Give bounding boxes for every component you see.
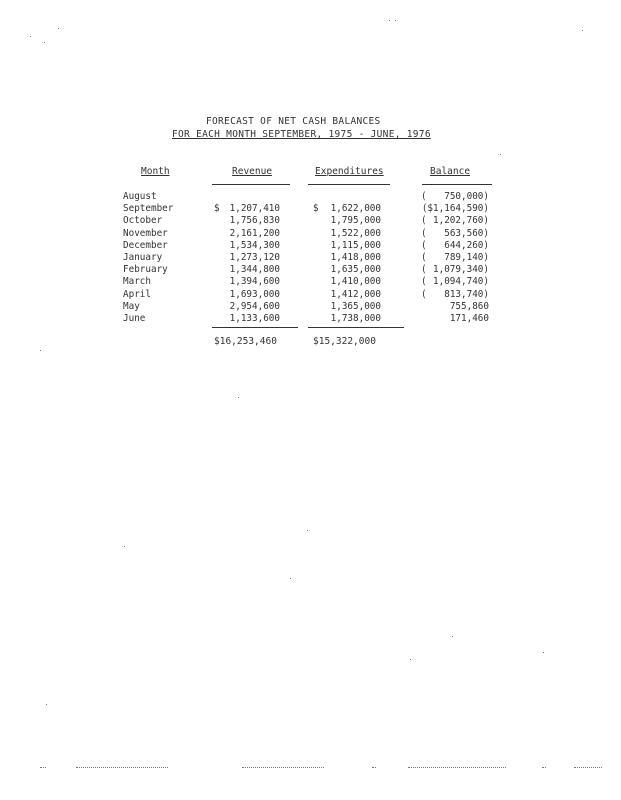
expenditures-cell: 1,115,000: [330, 239, 381, 251]
scan-speck: [307, 530, 308, 531]
header-month: Month: [141, 166, 170, 177]
table-row: [0, 228, 621, 240]
balance-cell: 1,094,740): [433, 276, 489, 288]
expenditures-cell: 1,412,000: [330, 288, 381, 300]
balance-open-paren: (: [421, 227, 427, 239]
scan-speck: [44, 42, 45, 43]
revenue-cell: 2,161,200: [229, 227, 280, 239]
balance-cell: 789,140): [444, 252, 489, 263]
expenditures-cell: 1,365,000: [330, 300, 381, 312]
month-cell: April: [123, 288, 151, 300]
balance-open-paren: (: [421, 276, 427, 288]
scan-speck: [124, 546, 125, 547]
scan-speck: [410, 659, 411, 660]
balance-cell: 644,260): [444, 239, 489, 251]
balance-cell: ($1,164,590): [421, 203, 489, 215]
balance-open-paren: (: [421, 252, 427, 263]
revenue-cell: 2,954,600: [229, 300, 280, 312]
expenditures-cell: 1,622,000: [330, 203, 381, 215]
expenditures-total-rule: [308, 327, 404, 328]
scan-dash: [372, 767, 376, 769]
balance-cell: 755,860: [449, 300, 489, 312]
revenue-cell: 1,534,300: [229, 239, 280, 251]
scan-dash: [542, 767, 546, 769]
scan-dash: [408, 767, 506, 769]
header-balance: Balance: [430, 166, 471, 177]
scan-speck: [543, 652, 544, 653]
month-cell: December: [123, 239, 168, 251]
table-row: [0, 240, 621, 252]
table-row: [0, 301, 621, 313]
table-row: [0, 215, 621, 227]
month-cell: May: [123, 300, 140, 312]
balance-open-paren: (: [421, 239, 427, 251]
month-cell: January: [123, 252, 163, 263]
revenue-cell: 1,207,410: [229, 203, 280, 215]
scan-speck: [290, 578, 291, 579]
month-cell: June: [123, 313, 146, 324]
expenditures-cell: 1,418,000: [330, 252, 381, 263]
total-expenditures: $15,322,000: [313, 336, 376, 347]
scan-speck: [452, 636, 453, 637]
scan-speck: [46, 704, 47, 705]
expenditures-cell: 1,410,000: [330, 276, 381, 288]
scan-speck: [238, 397, 239, 398]
month-cell: November: [123, 227, 168, 239]
balance-header-rule: [422, 184, 492, 185]
month-cell: August: [123, 191, 157, 202]
header-revenue: Revenue: [232, 166, 273, 177]
scan-dash: [242, 767, 324, 769]
expenditures-header-rule: [308, 184, 390, 185]
balance-open-paren: (: [421, 264, 427, 276]
table-row: [0, 264, 621, 276]
scan-speck: [395, 20, 396, 21]
revenue-header-rule: [212, 184, 290, 185]
header-expenditures: Expenditures: [315, 166, 384, 177]
scan-speck: [58, 28, 59, 29]
scan-dash: [40, 767, 46, 769]
scan-speck: [500, 154, 501, 155]
revenue-cell: 1,273,120: [229, 252, 280, 263]
revenue-cell: 1,133,600: [229, 313, 280, 324]
expenditures-cell: 1,522,000: [330, 227, 381, 239]
document-page: FORECAST OF NET CASH BALANCES FOR EACH MONTH SEPTEMBER, 1975 - JUNE, 1976 Month Revenue Expenditures Balance August ( 750,000) September $ 1,207,410 $ 1,622,000 ($1,164,590) October 1,756,830 1,795,000 ( 1,202,760) November 2,161,200 1,522,000 ( 563,560) December 1,534,300 1,115,000 ( 644,260) January 1,273,120 1,418,000 ( 789,140) February 1,344,800 1,635,000 ( 1,079,340) March 1,394,600 1,410,000 ( 1,094,740) April 1,693,000 1,412,000 ( 813,740) May 2,954,600 1,365,000 755,860 June 1,133,600 1,738,000 171,460 $16,253,460 $15,322,000: [0, 0, 621, 800]
scan-dash: [76, 767, 168, 769]
table-row: [0, 191, 621, 203]
expenditures-cell: 1,795,000: [330, 215, 381, 227]
revenue-cell: 1,344,800: [229, 264, 280, 276]
balance-cell: 1,202,760): [433, 215, 489, 227]
revenue-total-rule: [212, 327, 298, 328]
balance-cell: 1,079,340): [433, 264, 489, 276]
table-row: [0, 203, 621, 215]
table-row: [0, 313, 621, 325]
table-row: [0, 252, 621, 264]
scan-speck: [40, 350, 41, 351]
balance-cell: 171,460: [449, 313, 489, 324]
balance-cell: 813,740): [444, 288, 489, 300]
revenue-cell: 1,394,600: [229, 276, 280, 288]
table-row: [0, 289, 621, 301]
month-cell: September: [123, 203, 174, 215]
balance-cell: 563,560): [444, 227, 489, 239]
scan-dash: [574, 767, 602, 769]
expenditures-dollar-sign: $: [313, 203, 319, 215]
scan-speck: [30, 36, 31, 37]
revenue-cell: 1,693,000: [229, 288, 280, 300]
revenue-cell: 1,756,830: [229, 215, 280, 227]
month-cell: February: [123, 264, 168, 276]
table-row: [0, 276, 621, 288]
balance-cell: 750,000): [444, 191, 489, 202]
balance-open-paren: (: [421, 191, 427, 202]
scan-speck: [389, 20, 390, 21]
balance-open-paren: (: [421, 288, 427, 300]
revenue-dollar-sign: $: [214, 203, 220, 215]
month-cell: March: [123, 276, 151, 288]
balance-open-paren: (: [421, 215, 427, 227]
month-cell: October: [123, 215, 163, 227]
expenditures-cell: 1,635,000: [330, 264, 381, 276]
expenditures-cell: 1,738,000: [330, 313, 381, 324]
total-revenue: $16,253,460: [214, 336, 277, 347]
scan-speck: [582, 30, 583, 31]
